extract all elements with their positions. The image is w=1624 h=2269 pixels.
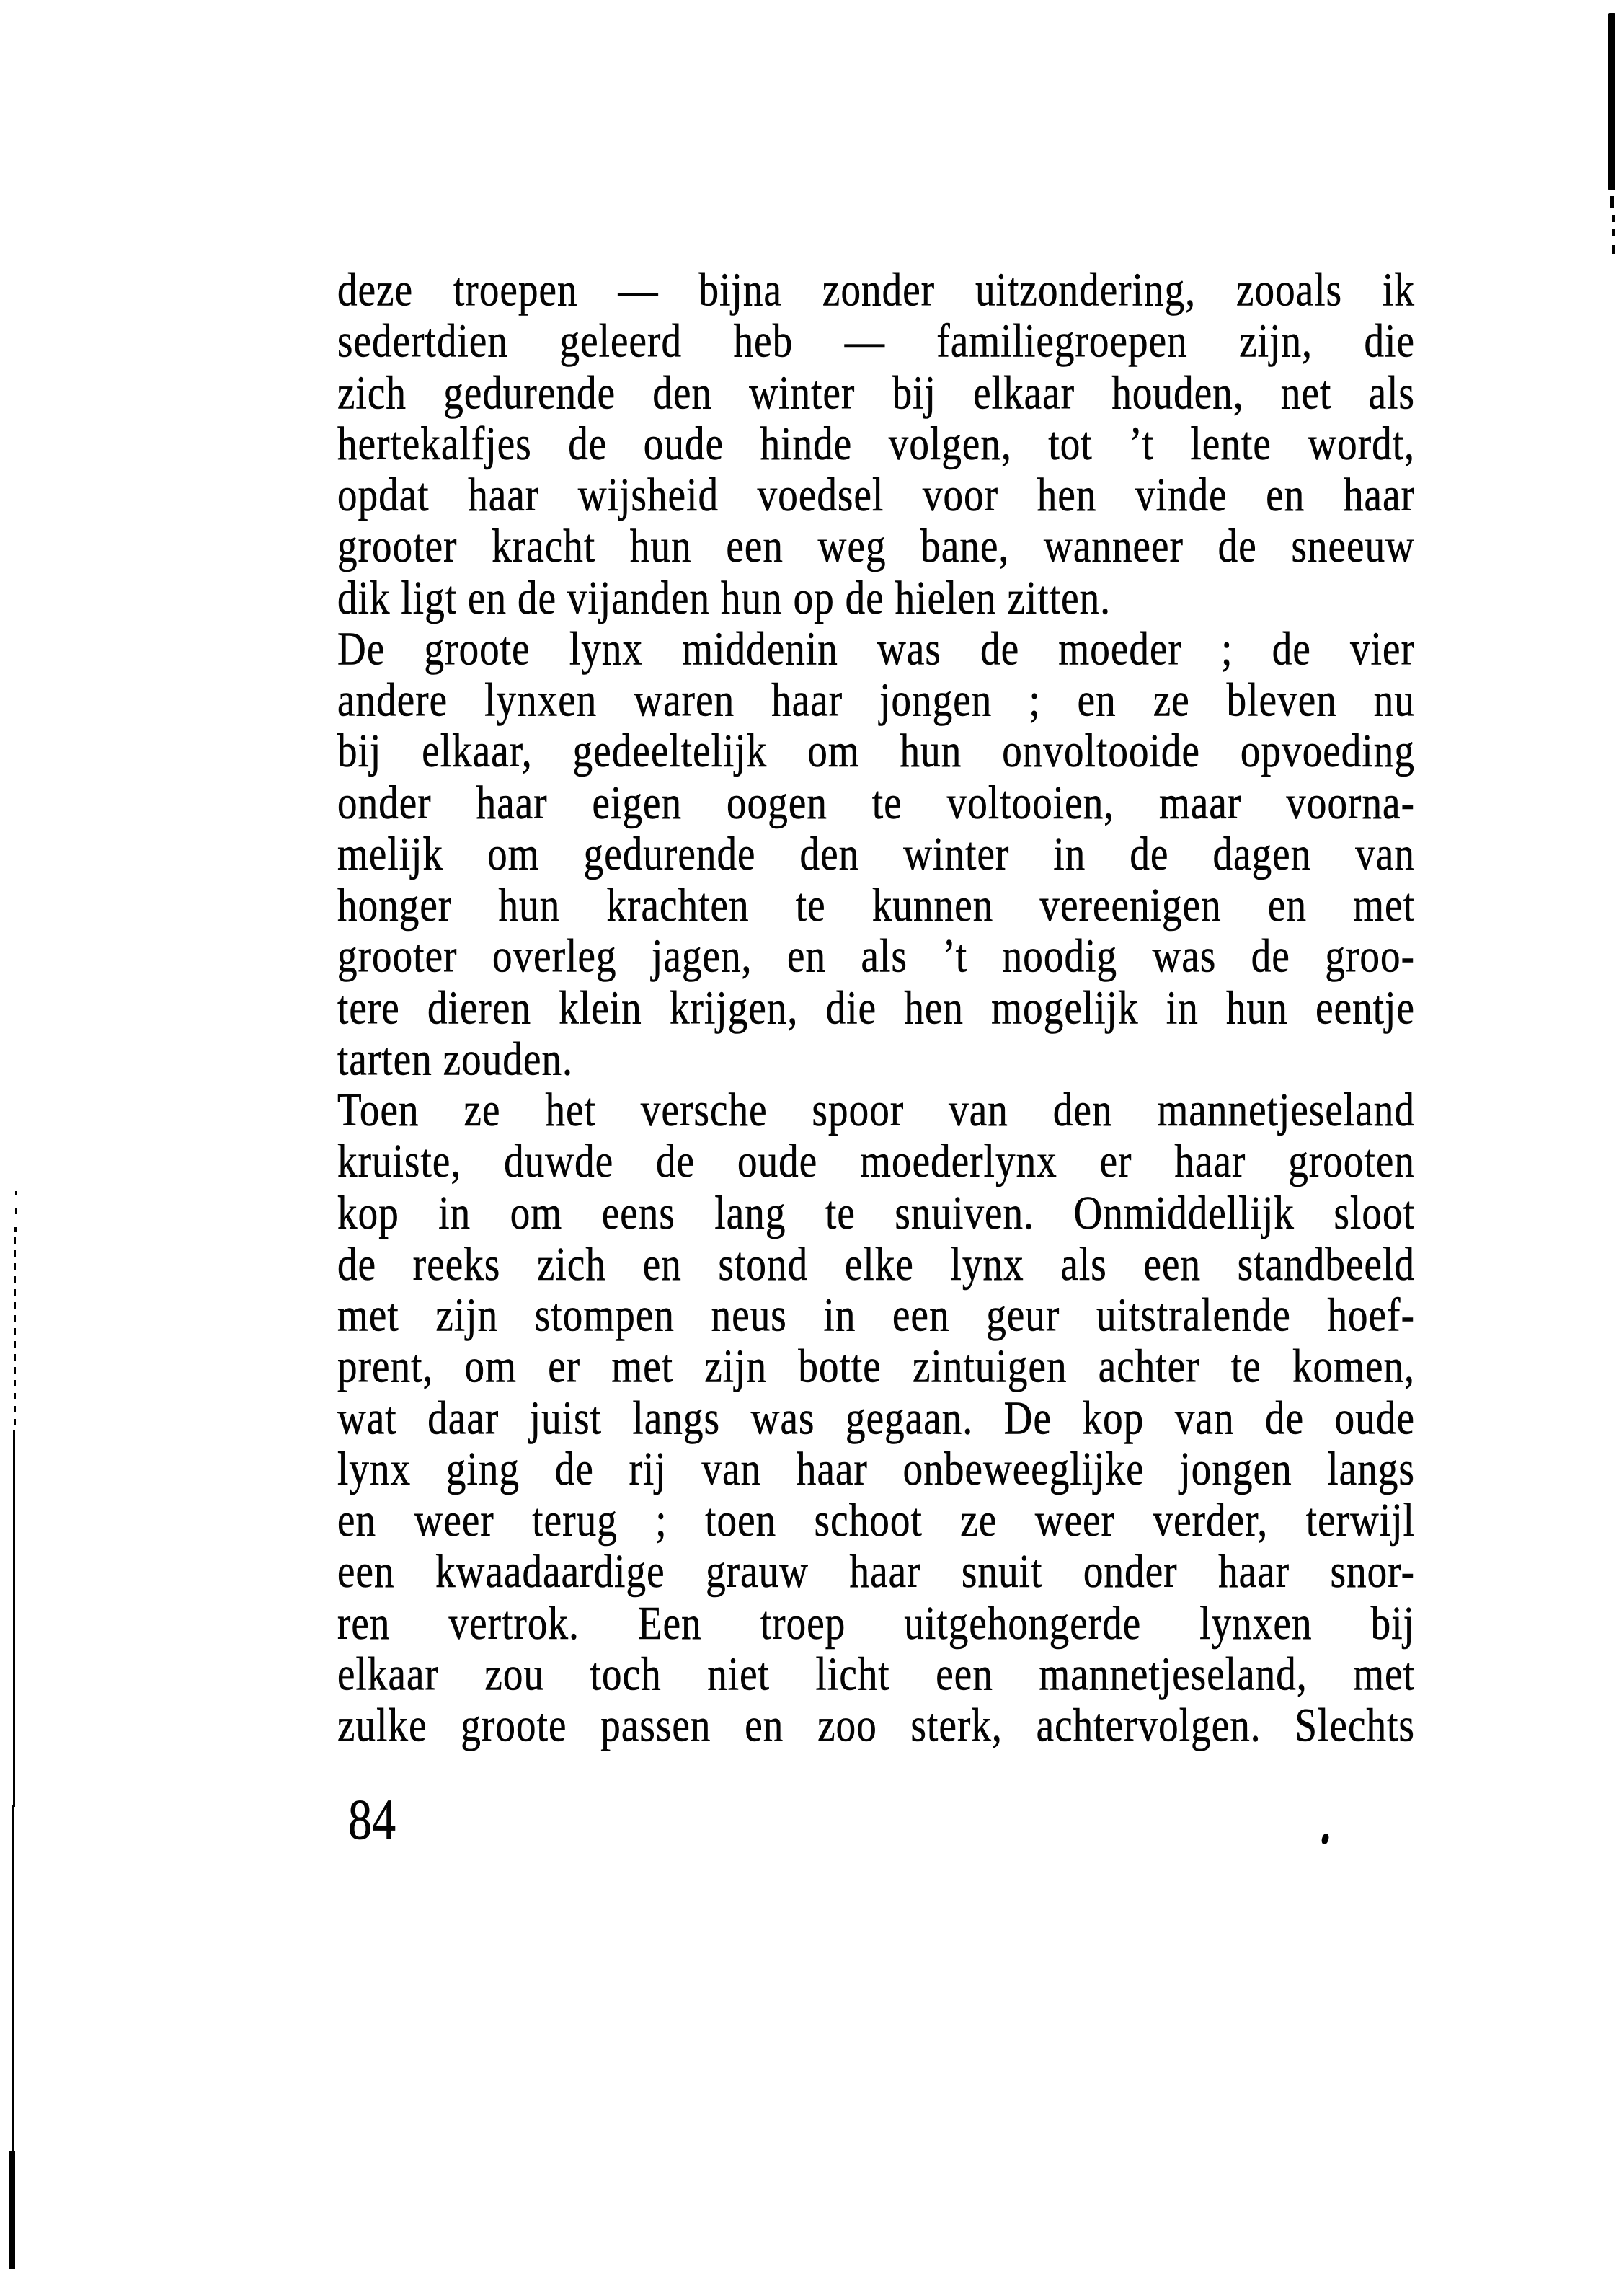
scan-artifact-right-dash	[1612, 215, 1615, 222]
text-line: melijk om gedurende den winter in de dagen van	[337, 826, 1415, 880]
text-line: kop in om eens lang te snuiven. Onmiddellijk sloot	[337, 1185, 1415, 1239]
text-line: zich gedurende den winter bij elkaar houden, net als	[337, 366, 1415, 419]
text-line: sedertdien geleerd heb — familiegroepen zijn, die	[337, 314, 1415, 368]
scan-artifact-speck	[1321, 1833, 1330, 1845]
text-line: onder haar eigen oogen te voltooien, maar voorna-	[337, 775, 1415, 828]
text-line: honger hun krachten te kunnen vereenigen en met	[337, 878, 1415, 932]
text-line: lynx ging de rij van haar onbeweeglijke jongen langs	[337, 1442, 1415, 1495]
text-line: kruiste, duwde de oude moederlynx er haar grooten	[337, 1134, 1415, 1187]
text-line: met zijn stompen neus in een geur uitstralende hoef-	[337, 1288, 1415, 1341]
text-line: hertekalfjes de oude hinde volgen, tot ’t lente wordt,	[337, 417, 1415, 470]
text-line: ren vertrok. Een troep uitgehongerde lynxen bij	[337, 1596, 1415, 1649]
page-number: 84	[348, 1788, 396, 1852]
text-line: deze troepen — bijna zonder uitzondering, zooals ik	[337, 262, 1415, 316]
text-line: prent, om er met zijn botte zintuigen achter te komen,	[337, 1339, 1415, 1393]
text-line: bij elkaar, gedeeltelijk om hun onvoltooide opvoeding	[337, 724, 1415, 777]
scan-artifact-left-line	[12, 1805, 14, 2153]
scan-artifact-left-line	[13, 1430, 15, 1807]
text-line: elkaar zou toch niet licht een mannetjeseland, met	[337, 1647, 1415, 1700]
scan-artifact-right-dash	[1612, 229, 1615, 236]
scan-artifact-left-dot	[15, 1191, 17, 1195]
text-line: wat daar juist langs was gegaan. De kop van de oude	[337, 1391, 1415, 1444]
scan-artifact-left-dashed-line	[14, 1237, 16, 1430]
scan-artifact-right-dash	[1610, 196, 1614, 208]
text-line: grooter overleg jagen, en als ’t noodig was de groo-	[337, 929, 1415, 983]
scan-artifact-right-dash	[1612, 245, 1615, 254]
text-line: andere lynxen waren haar jongen ; en ze bleven nu	[337, 673, 1415, 726]
text-line: een kwaadaardige grauw haar snuit onder haar snor-	[337, 1544, 1415, 1598]
scan-artifact-left-dot	[14, 1227, 17, 1232]
body-text	[337, 264, 1415, 1751]
text-line: zulke groote passen en zoo sterk, achtervolgen. Slechts	[337, 1698, 1415, 1751]
text-line: tere dieren klein krijgen, die hen mogelijk in hun eentje	[337, 981, 1415, 1034]
scan-artifact-left-dot	[15, 1208, 17, 1214]
text-line: De groote lynx middenin was de moeder ; de vier	[337, 622, 1415, 675]
text-line: Toen ze het versche spoor van den mannetjeseland	[337, 1083, 1415, 1136]
text-line-paragraph-end: dik ligt en de vijanden hun op de hielen zitten.	[337, 570, 1111, 624]
text-line: opdat haar wijsheid voedsel voor hen vinde en haar	[337, 468, 1415, 521]
text-line: en weer terug ; toen schoot ze weer verder, terwijl	[337, 1493, 1415, 1547]
text-line-paragraph-end: tarten zouden.	[337, 1032, 573, 1085]
text-line: grooter kracht hun een weg bane, wanneer de sneeuw	[337, 519, 1415, 572]
scan-artifact-right-bar	[1608, 13, 1615, 190]
text-line: de reeks zich en stond elke lynx als een standbeeld	[337, 1237, 1415, 1290]
scan-artifact-left-line-thick	[9, 2151, 15, 2269]
